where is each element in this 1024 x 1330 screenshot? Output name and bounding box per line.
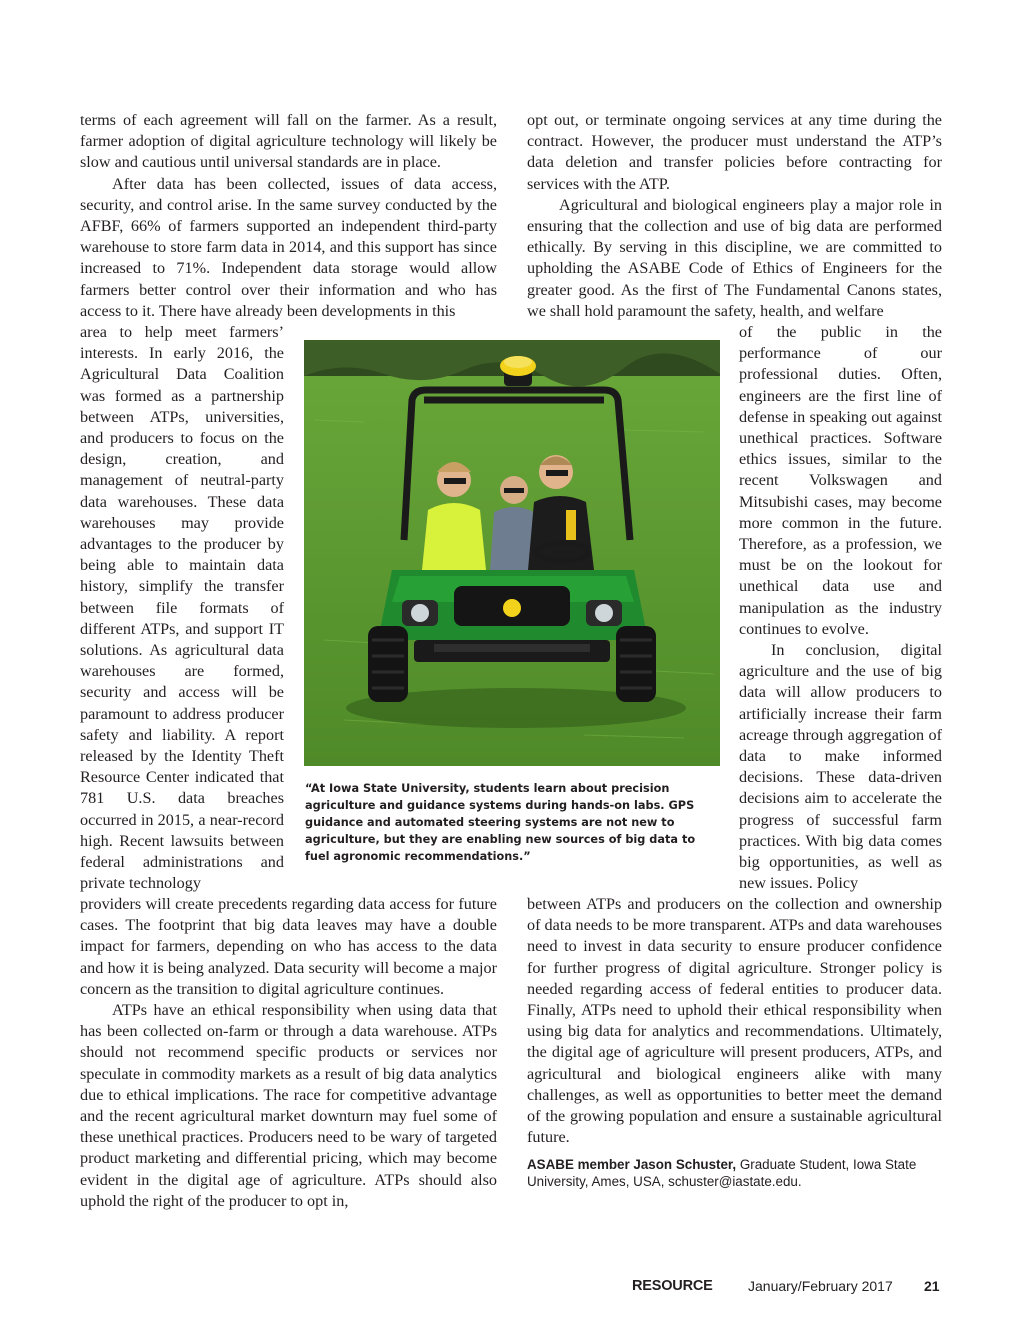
column-1-top — [80, 110, 497, 322]
page-number: 21 — [924, 1278, 940, 1294]
publication-name: RESOURCE — [632, 1278, 713, 1294]
author-name: ASABE member Jason Schuster, — [527, 1157, 737, 1172]
column-2-top — [527, 110, 942, 322]
paragraph: opt out, or terminate ongoing services at any time during the contract. However, the producer must understand the ATP’s data deletion and transfer policies before contracting for services with the ATP. — [527, 111, 942, 193]
author-details: Graduate Student, Iowa State University, Ames, USA, schuster@iastate.edu. — [527, 1157, 917, 1189]
paragraph: between ATPs and producers on the collection and ownership of data needs to be more transparent. ATPs and data warehouses need to invest in data security to ensure producer confidence for further progress of digital agriculture. Stronger policy is needed regarding access of federal entities to producer data. Finally, ATPs need to uphold their ethical responsibility when using big data for analytics and recommendations. Ultimately, the digital age of agriculture will present producers, ATPs, and agricultural and biological engineers alike with many challenges, as well as opportunities to better meet the demand of the growing population and ensure a sustainable agricultural future. — [527, 895, 942, 1147]
author-byline — [527, 1156, 947, 1190]
paragraph: terms of each agreement will fall on the farmer. As a result, farmer adoption of digital agriculture technology will likely be slow and cautious until universal standards are in place. — [80, 111, 497, 172]
paragraph: Agricultural and biological engineers play a major role in ensuring that the collection and use of big data are performed ethically. By serving in this discipline, we are committed to upholding the ASABE Code of Ethics of Engineers for the greater good. As the first of The Fundamental Canons states, we shall hold paramount the safety, health, and welfare — [527, 195, 942, 320]
paragraph: ATPs have an ethical responsibility when using data that has been collected on-farm or through a data warehouse. ATPs should not recommend specific products or services nor speculate in commodity markets as a result of big data analytics due to ethical implications. The race for competitive advantage and the recent agricultural market downturn may fuel some of these unethical practices. Producers need to be wary of targeted product marketing and differential pricing, which may become evident in the digital age of agriculture. ATPs should also uphold the right of the producer to opt in, — [80, 1001, 497, 1210]
column-1-bottom — [80, 894, 497, 1212]
photo-caption: “At Iowa State University, students learn about precision agriculture and guidance systems during hands-on labs. GPS guidance and automated steering systems are not new to agriculture, but they are enabling new sources of big data to fuel agronomic recommendations.” — [305, 782, 696, 863]
paragraph: of the public in the performance of our professional duties. Often, engineers are the first line of defense in speaking out against unethical practices. Software ethics issues, similar to the recent Volkswagen and Mitsubishi cases, may become more common in the future. Therefore, as a profession, we must be on the lookout for unethical data use and manipulation as the industry continues to evolve. — [739, 323, 942, 638]
paragraph: After data has been collected, issues of data access, security, and control arise. In the same survey conducted by the AFBF, 66% of farmers supported an independent third-party warehouse to store farm data in 2014, and this support has since increased to 71%. Independent data storage would allow farmers better control over their information and who has access to it. There have already been developments in this — [80, 174, 497, 320]
utility-vehicle-photo — [304, 340, 720, 766]
column-1-wrapped-text — [80, 322, 284, 894]
column-2-bottom — [527, 894, 942, 1148]
paragraph: providers will create precedents regarding data access for future cases. The footprint that big data leaves may have a double impact for farmers, depending on who has access to the data and how it is being analyzed. Data security will become a major concern as the transition to digital agriculture continues. — [80, 895, 497, 998]
issue-date: January/February 2017 — [748, 1278, 893, 1294]
paragraph: In conclusion, digital agriculture and the use of big data will allow producers to artificially increase their farm acreage through aggregation of data to make informed decisions. These data-driven decisions aim to accelerate the progress of successful farm practices. With big data comes big opportunities, as well as new issues. Policy — [739, 641, 942, 893]
paragraph: area to help meet farmers’ interests. In early 2016, the Agricultural Data Coalition was formed as a partnership between ATPs, universities, and producers to focus on the design, creation, and management of neutral-party data warehouses. These data warehouses may provide advantages to the producer by being able to maintain data history, simplify the transfer between file formats of different ATPs, and support IT solutions. As agricultural data warehouses are formed, security and access will be paramount to address producer safety and liability. A report released by the Identity Theft Resource Center indicated that 781 U.S. data breaches occurred in 2015, a near-record high. Recent lawsuits between federal administrations and private technology — [80, 323, 284, 893]
column-2-wrapped-text — [739, 322, 942, 894]
